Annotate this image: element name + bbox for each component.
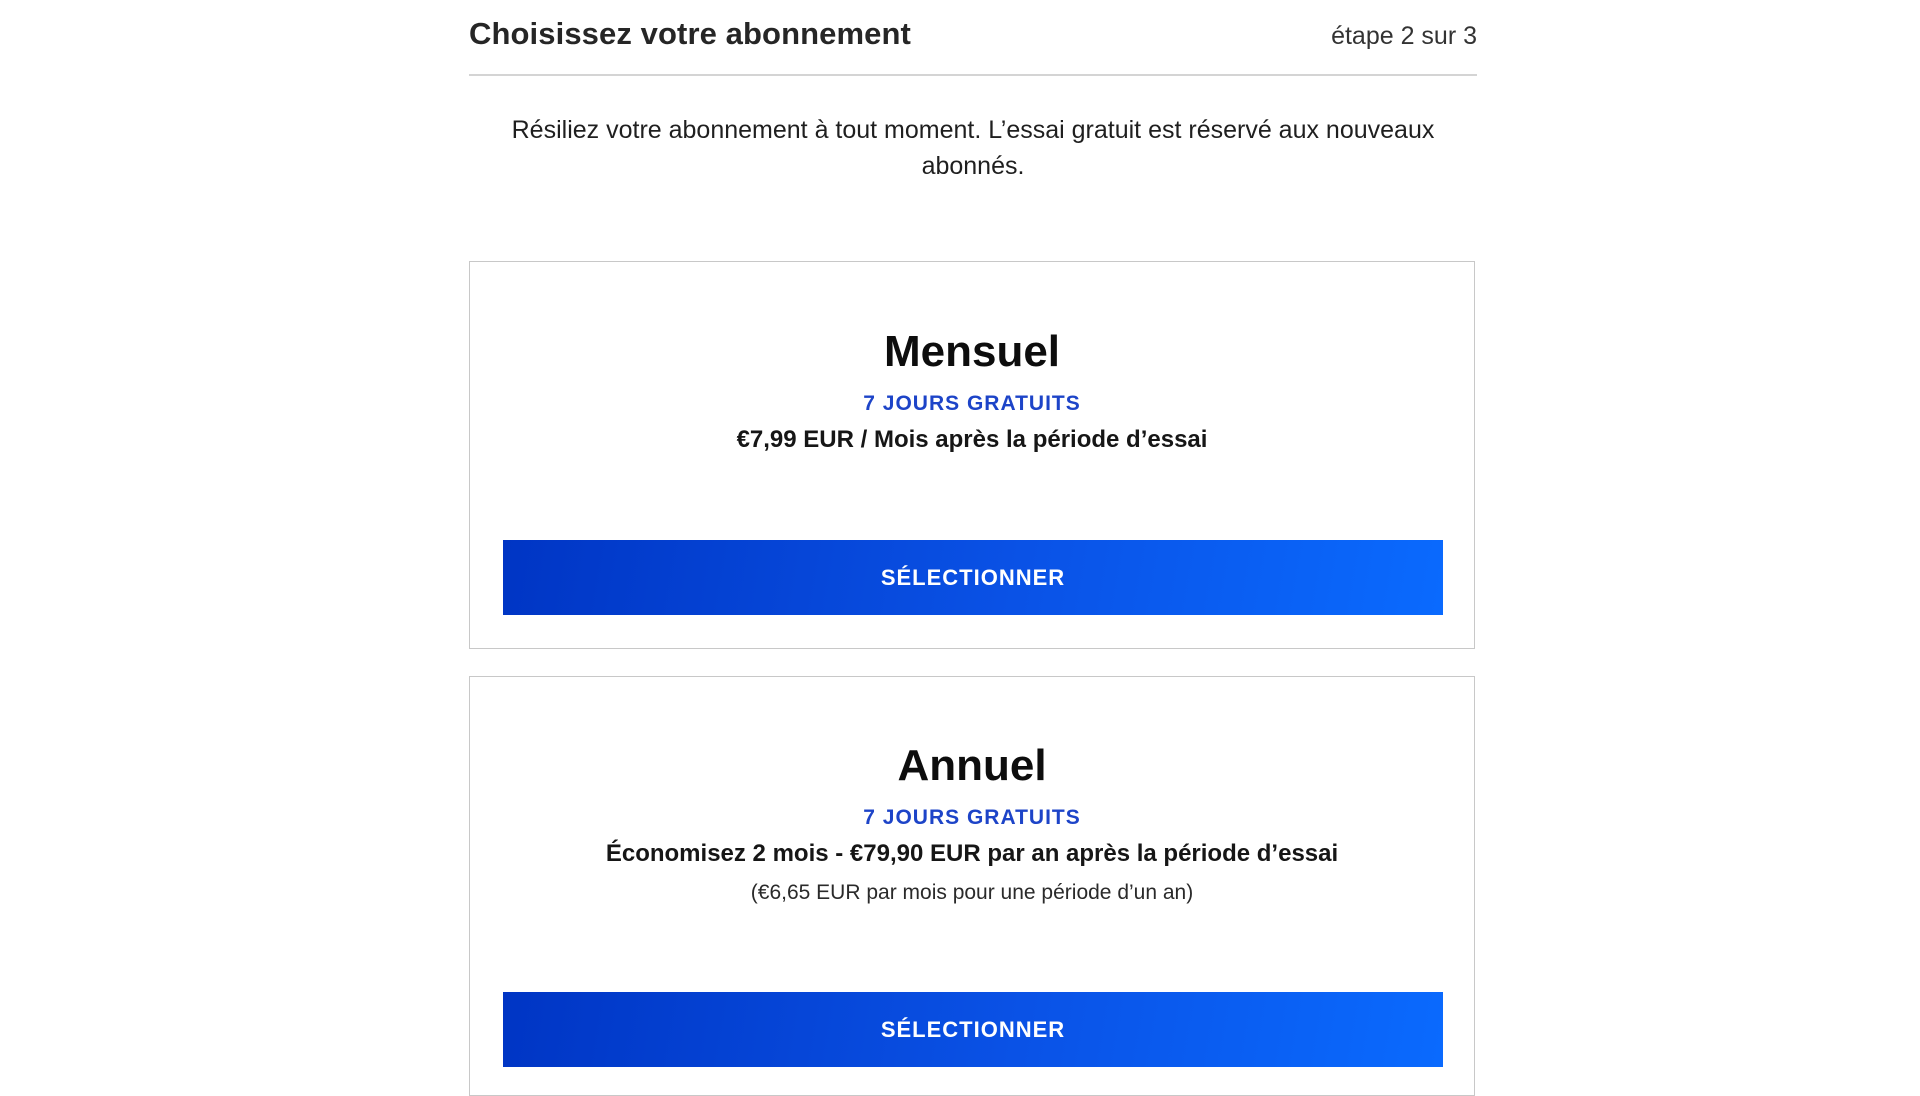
plan-trial-badge: 7 JOURS GRATUITS xyxy=(863,392,1081,415)
plan-card-annual xyxy=(469,676,1475,1096)
plan-card-monthly xyxy=(469,261,1475,649)
select-annual-button[interactable]: SÉLECTIONNER xyxy=(503,992,1443,1067)
plan-name: Mensuel xyxy=(883,327,1061,376)
page-header xyxy=(469,0,1477,76)
step-indicator: étape 2 sur 3 xyxy=(1331,22,1477,50)
page-title: Choisissez votre abonnement xyxy=(469,16,911,51)
plan-price-note: (€6,65 EUR par mois pour une période d’un an) xyxy=(750,881,1194,904)
plan-price: Économisez 2 mois - €79,90 EUR par an après la période d’essai xyxy=(605,840,1339,867)
plan-price: €7,99 EUR / Mois après la période d’essai xyxy=(736,426,1208,453)
intro-text: Résiliez votre abonnement à tout moment. L’essai gratuit est réservé aux nouveaux abonnés. xyxy=(511,116,1435,180)
select-monthly-button[interactable]: SÉLECTIONNER xyxy=(503,540,1443,615)
plan-trial-badge: 7 JOURS GRATUITS xyxy=(863,806,1081,829)
plan-name: Annuel xyxy=(897,741,1047,790)
subscription-container xyxy=(469,0,1477,1042)
